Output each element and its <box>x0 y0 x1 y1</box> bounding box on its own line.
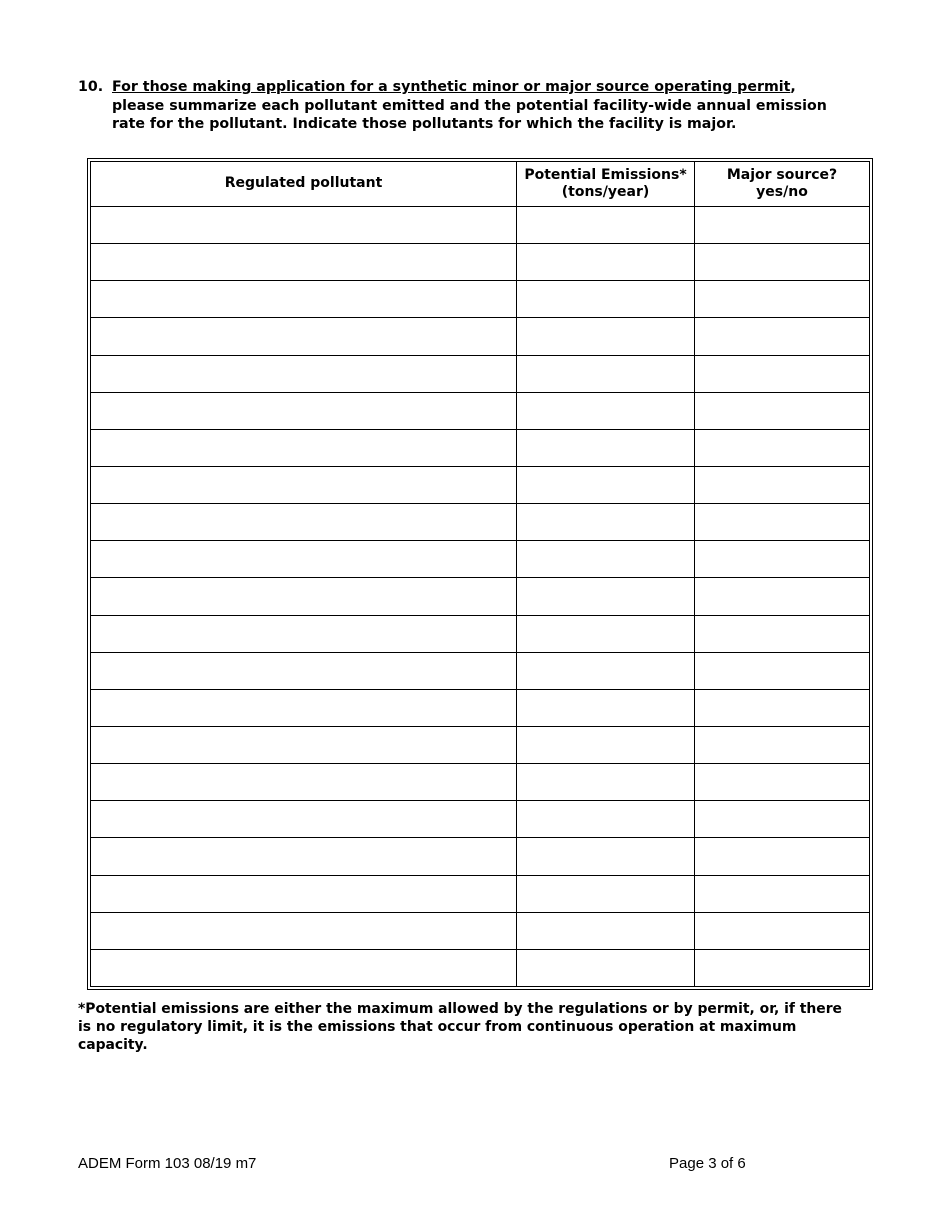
major-source-cell[interactable] <box>695 318 870 355</box>
table-row <box>91 875 870 912</box>
header-major-source <box>695 162 870 207</box>
emissions-cell[interactable] <box>517 875 695 912</box>
table-row <box>91 912 870 949</box>
page-number: Page 3 of 6 <box>669 1155 746 1172</box>
major-source-cell[interactable] <box>695 801 870 838</box>
major-source-cell[interactable] <box>695 541 870 578</box>
emissions-cell[interactable] <box>517 244 695 281</box>
pollutant-cell[interactable] <box>91 541 517 578</box>
table-row <box>91 726 870 763</box>
pollutant-cell[interactable] <box>91 949 517 986</box>
pollutant-cell[interactable] <box>91 875 517 912</box>
pollutant-cell[interactable] <box>91 355 517 392</box>
pollutant-table <box>90 161 870 987</box>
pollutant-cell[interactable] <box>91 838 517 875</box>
emissions-cell[interactable] <box>517 504 695 541</box>
emissions-cell[interactable] <box>517 355 695 392</box>
pollutant-cell[interactable] <box>91 652 517 689</box>
major-source-cell[interactable] <box>695 466 870 503</box>
question-10 <box>78 78 838 134</box>
major-source-cell[interactable] <box>695 429 870 466</box>
table-row <box>91 281 870 318</box>
question-text <box>112 78 838 134</box>
emissions-cell[interactable] <box>517 541 695 578</box>
major-source-cell[interactable] <box>695 912 870 949</box>
pollutant-cell[interactable] <box>91 392 517 429</box>
major-source-cell[interactable] <box>695 652 870 689</box>
major-source-cell[interactable] <box>695 875 870 912</box>
major-source-cell[interactable] <box>695 689 870 726</box>
emissions-cell[interactable] <box>517 726 695 763</box>
major-source-cell[interactable] <box>695 504 870 541</box>
pollutant-table-body <box>91 207 870 987</box>
pollutant-cell[interactable] <box>91 578 517 615</box>
table-row <box>91 689 870 726</box>
table-row <box>91 207 870 244</box>
pollutant-cell[interactable] <box>91 281 517 318</box>
emissions-cell[interactable] <box>517 318 695 355</box>
header-potential-emissions <box>517 162 695 207</box>
pollutant-cell[interactable] <box>91 689 517 726</box>
table-row <box>91 764 870 801</box>
form-identifier: ADEM Form 103 08/19 m7 <box>78 1155 257 1172</box>
major-source-cell[interactable] <box>695 281 870 318</box>
pollutant-cell[interactable] <box>91 466 517 503</box>
pollutant-cell[interactable] <box>91 912 517 949</box>
table-row <box>91 466 870 503</box>
emissions-cell[interactable] <box>517 578 695 615</box>
table-row <box>91 392 870 429</box>
table-row <box>91 838 870 875</box>
emissions-cell[interactable] <box>517 281 695 318</box>
emissions-cell[interactable] <box>517 615 695 652</box>
table-row <box>91 244 870 281</box>
table-row <box>91 578 870 615</box>
header-regulated-pollutant <box>91 162 517 207</box>
table-header-row <box>91 162 870 207</box>
major-source-cell[interactable] <box>695 392 870 429</box>
pollutant-table-frame <box>87 158 873 990</box>
header-potential-emissions-line2: (tons/year) <box>561 184 650 200</box>
emissions-cell[interactable] <box>517 801 695 838</box>
major-source-cell[interactable] <box>695 838 870 875</box>
table-row <box>91 949 870 986</box>
table-row <box>91 541 870 578</box>
major-source-cell[interactable] <box>695 764 870 801</box>
emissions-cell[interactable] <box>517 764 695 801</box>
major-source-cell[interactable] <box>695 949 870 986</box>
pollutant-cell[interactable] <box>91 801 517 838</box>
table-row <box>91 504 870 541</box>
header-major-source-line2: yes/no <box>756 184 808 200</box>
emissions-cell[interactable] <box>517 689 695 726</box>
pollutant-cell[interactable] <box>91 429 517 466</box>
major-source-cell[interactable] <box>695 207 870 244</box>
emissions-cell[interactable] <box>517 392 695 429</box>
table-row <box>91 429 870 466</box>
emissions-cell[interactable] <box>517 429 695 466</box>
emissions-cell[interactable] <box>517 949 695 986</box>
question-rest: , please summarize each pollutant emitted and the potential facility-wide annual emission rate for the pollutant. Indicate those pollutants for which the facility is major. <box>112 79 827 132</box>
header-major-source-line1: Major source? <box>726 166 838 183</box>
question-number: 10. <box>78 79 104 95</box>
table-row <box>91 615 870 652</box>
emissions-footnote: *Potential emissions are either the maximum allowed by the regulations or by permit, or, if there is no regulatory limit, it is the emissions that occur from continuous operation at maximum capacity. <box>78 1001 842 1053</box>
header-potential-emissions-line1: Potential Emissions* <box>524 166 687 183</box>
emissions-cell[interactable] <box>517 652 695 689</box>
pollutant-cell[interactable] <box>91 207 517 244</box>
emissions-cell[interactable] <box>517 207 695 244</box>
header-regulated-pollutant-label: Regulated pollutant <box>224 175 383 192</box>
emissions-cell[interactable] <box>517 912 695 949</box>
pollutant-cell[interactable] <box>91 504 517 541</box>
table-row <box>91 652 870 689</box>
emissions-cell[interactable] <box>517 466 695 503</box>
emissions-cell[interactable] <box>517 838 695 875</box>
table-row <box>91 801 870 838</box>
pollutant-cell[interactable] <box>91 244 517 281</box>
table-row <box>91 318 870 355</box>
major-source-cell[interactable] <box>695 726 870 763</box>
pollutant-cell[interactable] <box>91 764 517 801</box>
major-source-cell[interactable] <box>695 355 870 392</box>
pollutant-cell[interactable] <box>91 318 517 355</box>
question-underlined-lead: For those making application for a synthetic minor or major source operating permit <box>112 79 791 95</box>
pollutant-cell[interactable] <box>91 726 517 763</box>
major-source-cell[interactable] <box>695 578 870 615</box>
pollutant-cell[interactable] <box>91 615 517 652</box>
major-source-cell[interactable] <box>695 244 870 281</box>
major-source-cell[interactable] <box>695 615 870 652</box>
table-row <box>91 355 870 392</box>
